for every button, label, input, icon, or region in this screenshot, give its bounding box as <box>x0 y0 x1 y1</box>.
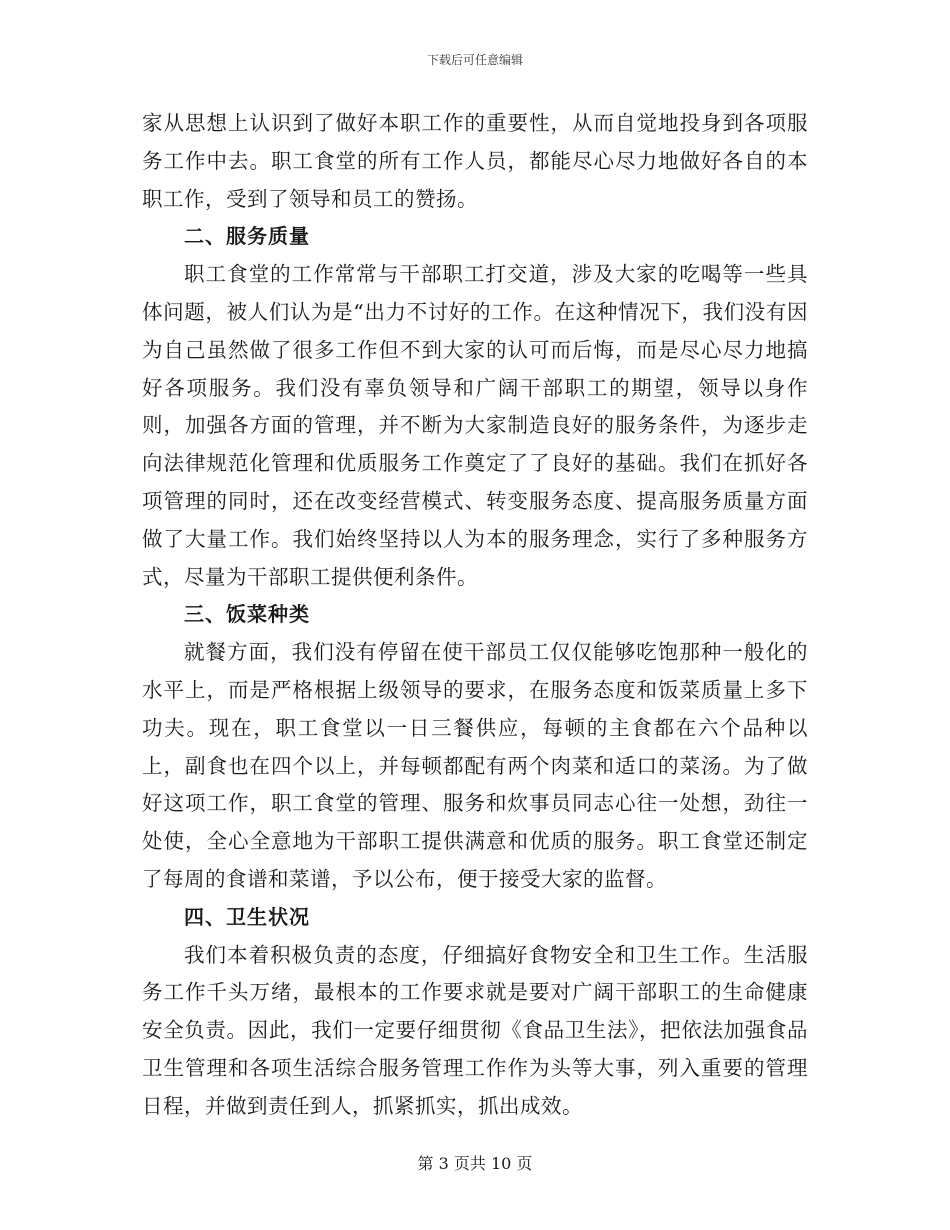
page-header: 下载后可任意编辑 <box>426 53 523 67</box>
paragraph-service-quality: 职工食堂的工作常常与干部职工打交道，涉及大家的吃喝等一些具体问题，被人们认为是“出力不讨好的工作。在这种情况下，我们没有因为自己虽然做了很多工作但不到大家的认可而后悔，而是尽心尽力地搞好各项服务。我们没有辜负领导和广阔干部职工的期望，领导以身作则，加强各方面的管理，并不断为大家制造良好的服务条件，为逐步走向法律规范化管理和优质服务工作奠定了了良好的基础。我们在抓好各项管理的同时，还在改变经营模式、转变服务态度、提高服务质量方面做了大量工作。我们始终坚持以人为本的服务理念，实行了多种服务方式，尽量为干部职工提供便利条件。 <box>142 262 808 589</box>
section-heading-service-quality: 二、服务质量 <box>184 224 310 249</box>
page-number-footer: 第 3 页共 10 页 <box>417 1154 533 1173</box>
document-body <box>142 105 808 1126</box>
paragraph-continued: 家从思想上认识到了做好本职工作的重要性，从而自觉地投身到各项服务工作中去。职工食堂的所有工作人员，都能尽心尽力地做好各自的本职工作，受到了领导和员工的赞扬。 <box>142 111 808 211</box>
paragraph-food-variety: 就餐方面，我们没有停留在使干部员工仅仅能够吃饱那种一般化的水平上，而是严格根据上级领导的要求，在服务态度和饭菜质量上多下功夫。现在，职工食堂以一日三餐供应，每顿的主食都在六个品种以上，副食也在四个以上，并每顿都配有两个肉菜和适口的菜汤。为了做好这项工作，职工食堂的管理、服务和炊事员同志心往一处想，劲往一处使，全心全意地为干部职工提供满意和优质的服务。职工食堂还制定了每周的食谱和菜谱，予以公布，便于接受大家的监督。 <box>142 640 808 891</box>
section-heading-food-variety: 三、饭菜种类 <box>184 602 310 627</box>
section-heading-hygiene: 四、卫生状况 <box>184 904 310 929</box>
paragraph-hygiene: 我们本着积极负责的态度，仔细搞好食物安全和卫生工作。生活服务工作千头万绪，最根本的工作要求就是要对广阔干部职工的生命健康安全负责。因此，我们一定要仔细贯彻《食品卫生法》，把依法加强食品卫生管理和各项生活综合服务管理工作作为头等大事，列入重要的管理日程，并做到责任到人，抓紧抓实，抓出成效。 <box>142 942 808 1118</box>
